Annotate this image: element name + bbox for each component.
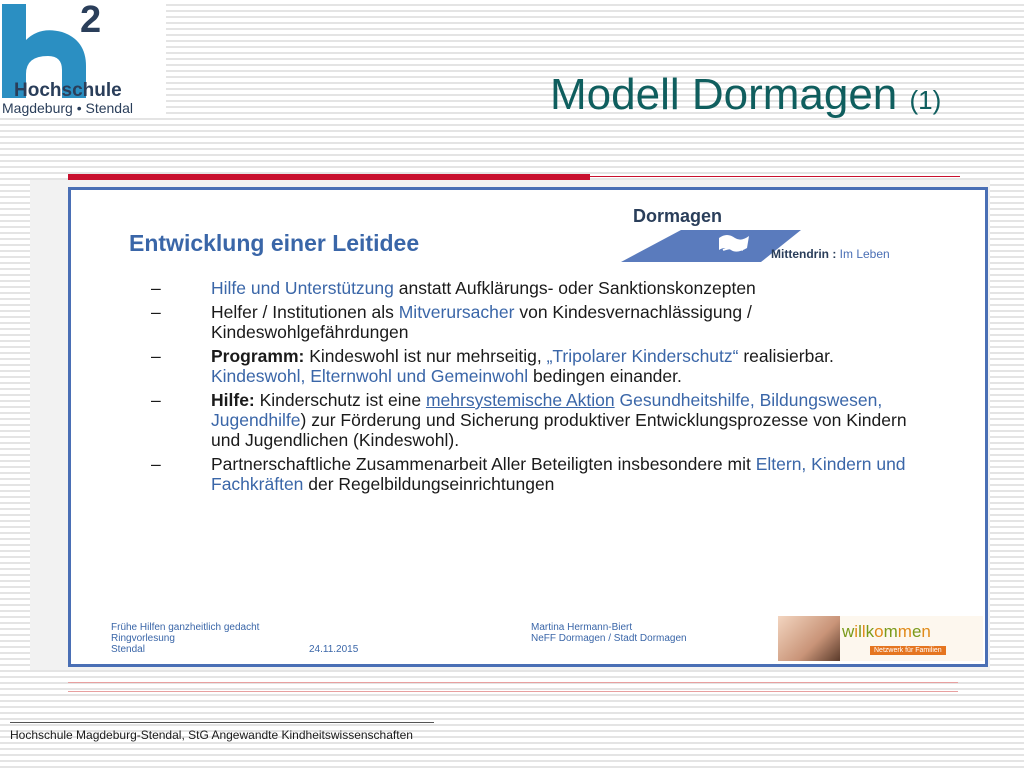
bullet-highlight: Eltern, Kindern und Fachkräften (211, 454, 906, 494)
baby-photo (778, 616, 840, 661)
logo-place: Magdeburg • Stendal (2, 100, 133, 116)
page-footer: Hochschule Magdeburg-Stendal, StG Angewandte Kindheitswissenschaften (10, 728, 413, 742)
dormagen-word: Dormagen (633, 206, 723, 226)
slide-footer-right (531, 622, 687, 644)
bullet-item (151, 278, 931, 298)
bullet-text: der Regelbildungseinrichtungen (303, 474, 555, 494)
bullet-highlight: „Tripolarer Kinderschutz“ (546, 346, 739, 366)
logo-name: Hochschule (14, 80, 122, 101)
bullet-dash: – (151, 454, 161, 474)
bullet-text: Partnerschaftliche Zusammenarbeit Aller Beteiligten insbesondere mit (211, 454, 756, 474)
bullet-highlight: Gesundheitshilfe, Bildungswesen, Jugendhilfe (211, 390, 883, 430)
willkommen-word (842, 622, 931, 642)
bullet-dash: – (151, 278, 161, 298)
accent-thin-line (590, 176, 960, 177)
bullet-item (151, 454, 931, 494)
dormagen-tagline (771, 247, 890, 261)
wk-letter: l (861, 622, 866, 641)
tagline-bold: Mittendrin (771, 247, 829, 261)
footer-right-line: NeFF Dormagen / Stadt Dormagen (531, 633, 687, 644)
bullet-text: bedingen einander. (528, 366, 682, 386)
bullet-dash: – (151, 302, 161, 322)
willkommen-subtitle: Netzwerk für Familien (870, 646, 946, 655)
bullet-text: Helfer / Institutionen als (211, 302, 399, 322)
bullet-item (151, 346, 931, 386)
bottom-divider-lines (68, 682, 958, 694)
wk-letter: m (897, 622, 912, 641)
wk-letter: w (842, 622, 855, 641)
bullet-text: ) zur Förderung und Sicherung produktiver Entwicklungsprozesse von Kindern und Jugendlichen (Kindeswohl). (211, 410, 907, 450)
page-title (550, 70, 941, 120)
wk-letter: e (911, 622, 922, 641)
bullet-dash: – (151, 390, 161, 410)
bullet-highlight: Hilfe und Unterstützung (211, 278, 394, 298)
bullet-dash: – (151, 346, 161, 366)
tagline-rest: Im Leben (839, 247, 890, 261)
footer-left-line: Frühe Hilfen ganzheitlich gedacht (111, 622, 260, 633)
wk-letter: k (865, 622, 875, 641)
bullet-list (151, 278, 931, 498)
title-number: (1) (909, 85, 942, 115)
bullet-highlight: Mitverursacher (398, 302, 515, 322)
bullet-item (151, 302, 931, 342)
footer-left-line: Stendal (111, 644, 145, 655)
bullet-text: Kinderschutz ist eine (254, 390, 426, 410)
bullet-text: realisierbar. (738, 346, 834, 366)
bullet-highlight: Kindeswohl, Elternwohl und Gemeinwohl (211, 366, 529, 386)
wk-letter: o (874, 622, 884, 641)
footer-left-line: Ringvorlesung (111, 633, 175, 644)
slide-frame (68, 187, 988, 667)
footer-rule (10, 722, 434, 723)
bullet-bold: Programm: (211, 346, 305, 366)
wk-letter: n (921, 622, 931, 641)
footer-right-line: Martina Hermann-Biert (531, 622, 633, 633)
bullet-item (151, 390, 931, 450)
bullet-text: anstatt Aufklärungs- oder Sanktionskonzepten (393, 278, 756, 298)
slide-heading: Entwicklung einer Leitidee (129, 230, 420, 256)
slide-footer-date: 24.11.2015 (309, 644, 359, 655)
logo-superscript: 2 (80, 0, 102, 41)
university-logo (0, 0, 166, 118)
bullet-text: Kindeswohl ist nur mehrseitig, (304, 346, 547, 366)
bullet-link: mehrsystemische Aktion (425, 390, 615, 410)
wk-letter: l (858, 622, 862, 641)
willkommen-logo (778, 616, 983, 661)
dormagen-logo (621, 202, 951, 272)
bullet-bold: Hilfe: (211, 390, 255, 410)
tagline-sep: : (829, 247, 840, 261)
embedded-slide (30, 180, 990, 670)
wk-letter: i (854, 622, 859, 641)
bullet-text: von Kindesvernachlässigung / Kindeswohlgefährdungen (211, 302, 752, 342)
title-text: Modell Dormagen (550, 70, 898, 119)
wk-letter: m (883, 622, 898, 641)
slide-footer-left (111, 622, 259, 655)
